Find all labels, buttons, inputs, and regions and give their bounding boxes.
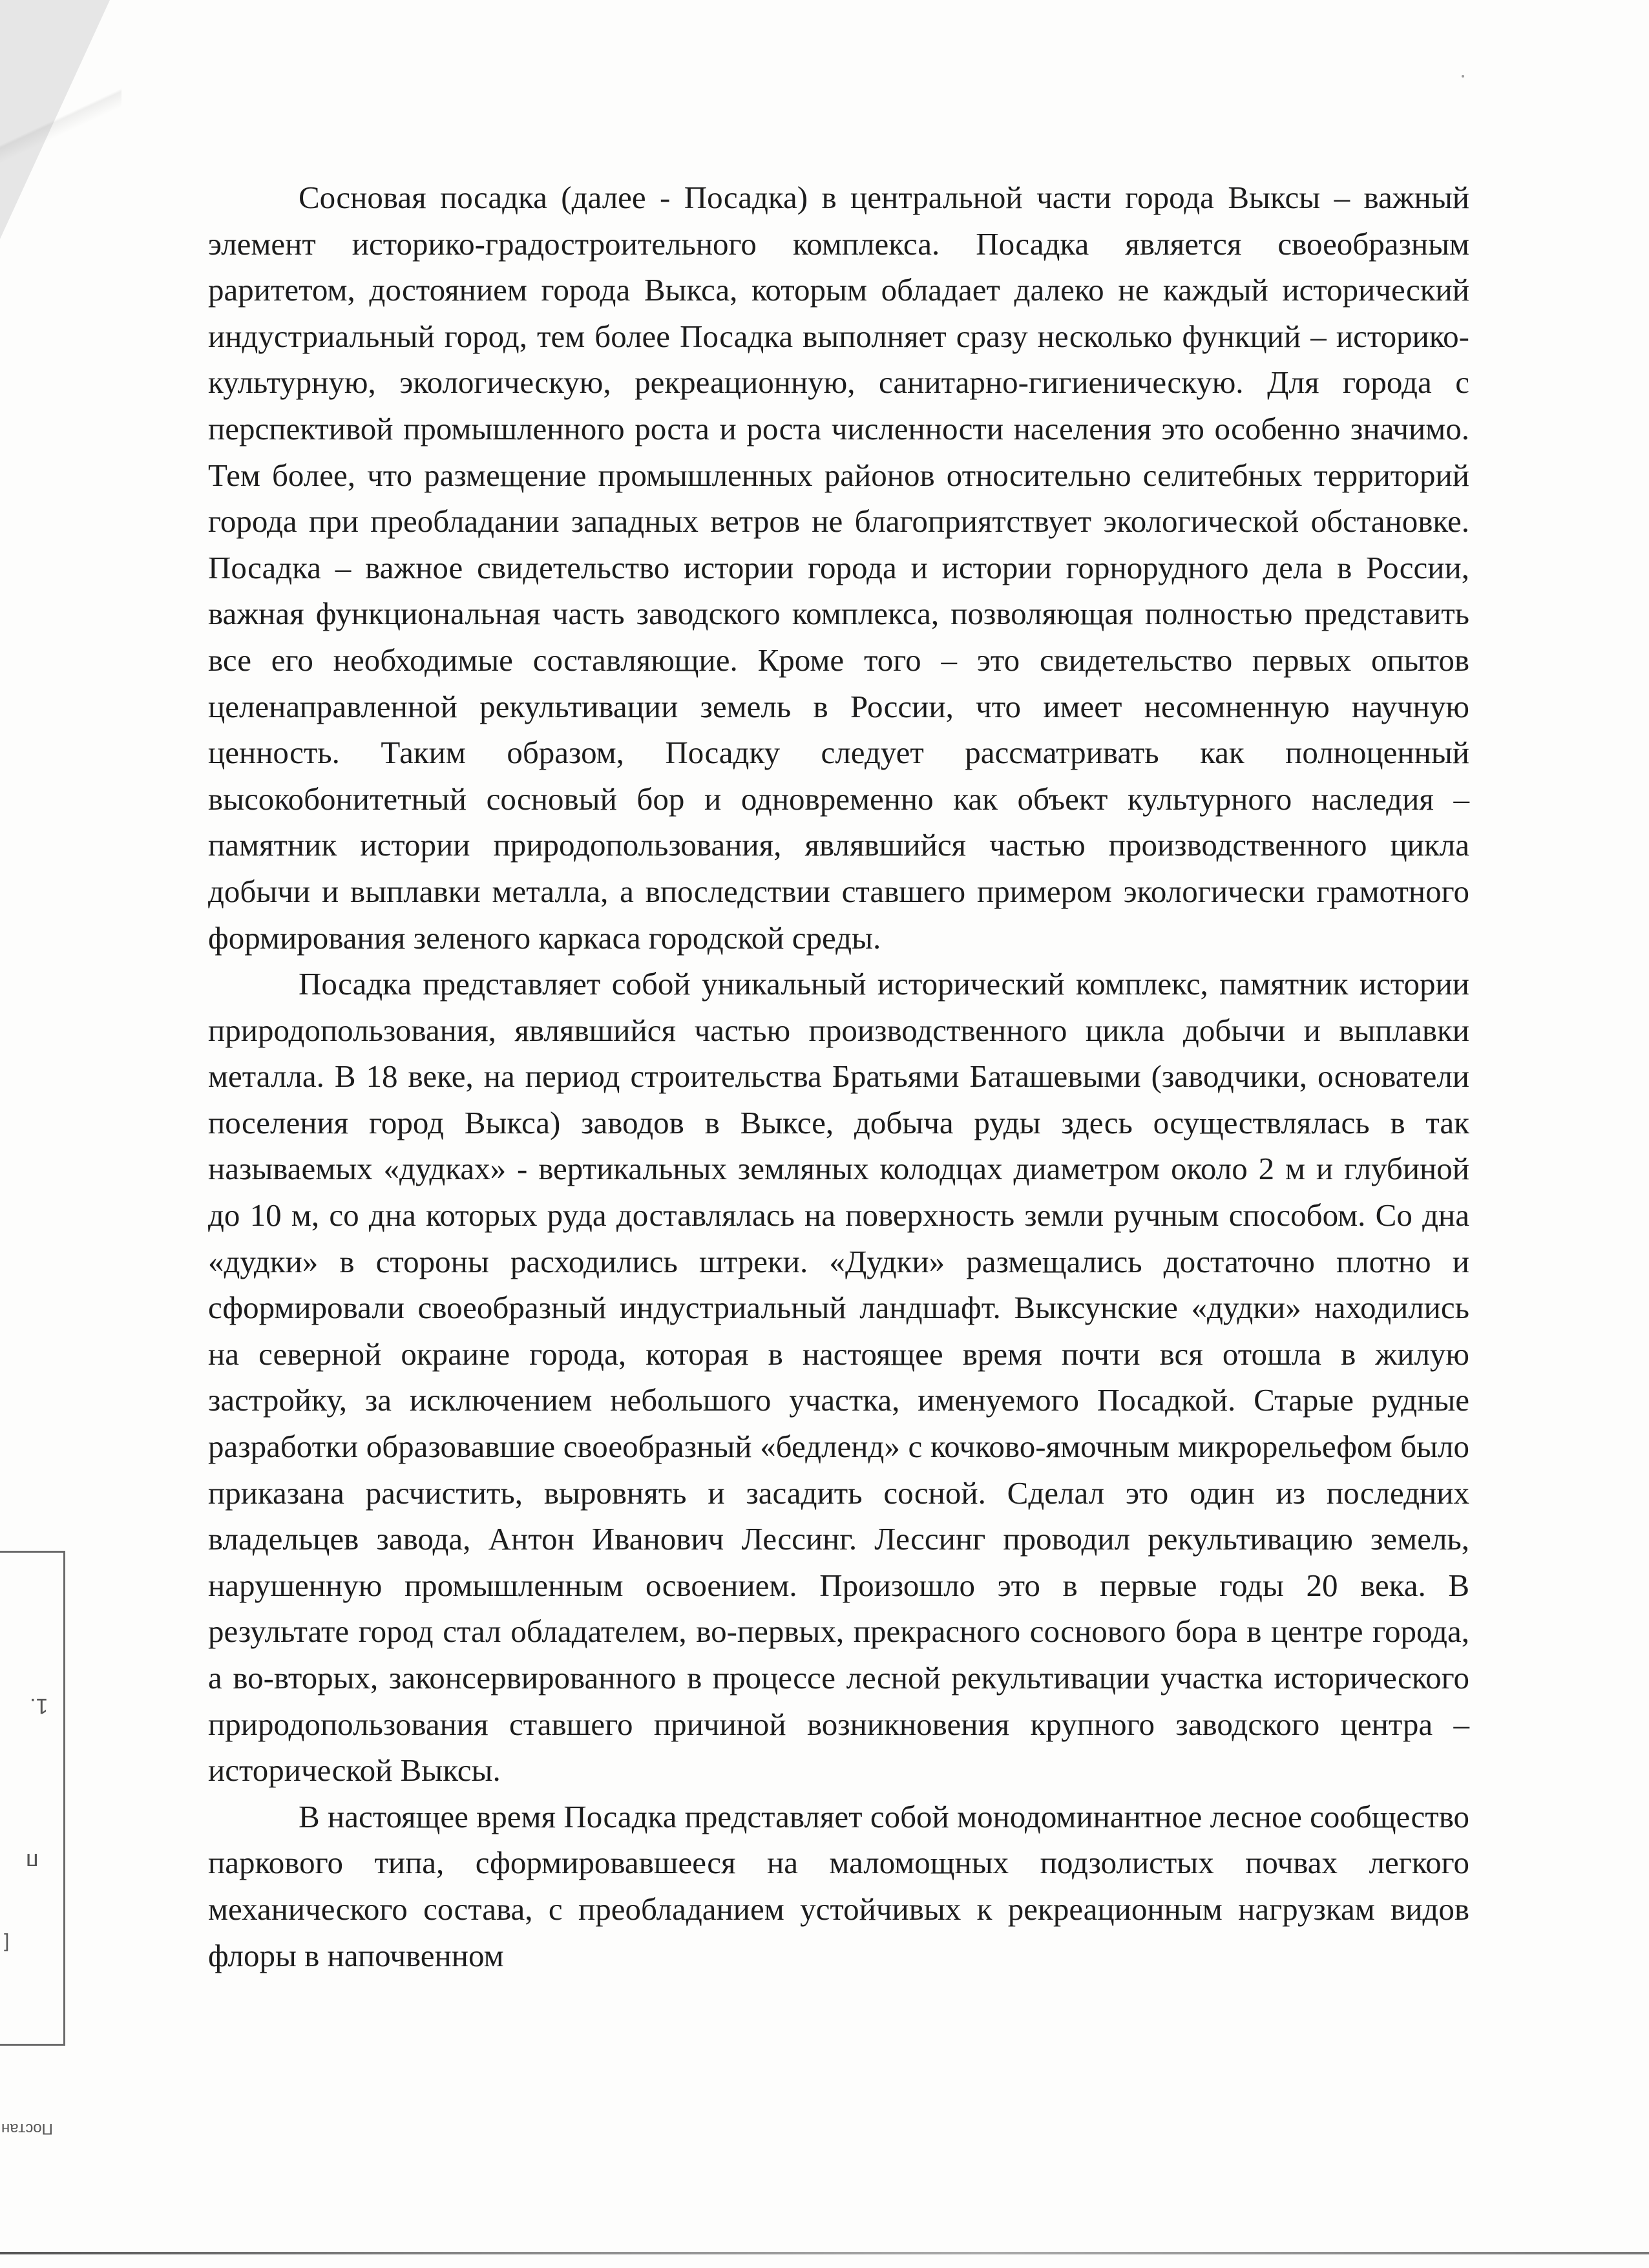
margin-mark: [ [4,1933,10,1954]
paragraph-3: В настоящее время Посадка представляет собой монодоминантное лесное сообщество паркового типа, сформировавшееся на маломощных подзолистых почвах легкого механического состава, с преобладанием устойчивых к рекреационным нагрузкам видов флоры в напочвенном [208,1798,1469,1973]
margin-mark: п [26,1849,39,1875]
margin-mark: Постан [1,2120,53,2137]
paragraph-1: Сосновая посадка (далее - Посадка) в центральной части города Выксы – важный элемент историко-градостроительного комплекса. Посадка является своеобразным раритетом, достоянием города Выкса, которым обладает далеко не каждый исторический индустриальный город, тем более Посадка выполняет сразу несколько функций – историко-культурную, экологическую, рекреационную, санитарно-гигиеническую. Для города с перспективой промышленного роста и роста численности населения это особенно значимо. Тем более, что размещение промышленных районов относительно селитебных территорий города при преобладании западных ветров не благоприятствует экологической обстановке. Посадка – важное свидетельство истории города и истории горнорудного дела в России, важная функциональная часть заводского комплекса, позволяющая полностью представить все его необходимые составляющие. Кроме того – это свидетельство первых опытов целенаправленной рекультивации земель в России, что имеет несомненную научную ценность. Таким образом, Посадку следует рассматривать как полноценный высокобонитетный сосновый бор и одновременно как объект культурного наследия – памятник истории природопользования, являвшийся частью производственного цикла добычи и выплавки металла, а впоследствии ставшего примером экологически грамотного формирования зеленого каркаса городской среды. [208,180,1469,956]
margin-bleed-frame [0,1551,65,2046]
scan-speck [1462,75,1464,78]
folded-corner-shadow [0,0,121,258]
margin-mark: 1. [30,1694,48,1718]
document-body [208,174,1469,1979]
paragraph-2: Посадка представляет собой уникальный исторический комплекс, памятник истории природопользования, являвшийся частью производственного цикла добычи и выплавки металла. В 18 веке, на период строительства Братьями Баташевыми (заводчики, основатели поселения город Выкса) заводов в Выксе, добыча руды здесь осуществлялась в так называемых «дудках» - вертикальных земляных колодцах диаметром около 2 м и глубиной до 10 м, со дна которых руда доставлялась на поверхность земли ручным способом. Со дна «дудки» в стороны расходились штреки. «Дудки» размещались достаточно плотно и сформировали своеобразный индустриальный ландшафт. Выксунские «дудки» находились на северной окраине города, которая в настоящее время почти вся отошла в жилую застройку, за исключением небольшого участка, именуемого Посадкой. Старые рудные разработки образовавшие своеобразный «бедленд» с кочково-ямочным микрорельефом было приказана расчистить, выровнять и засадить сосной. Сделал это один из последних владельцев завода, Антон Иванович Лессинг. Лессинг проводил рекультивацию земель, нарушенную промышленным освоением. Произошло это в первые годы 20 века. В результате город стал обладателем, во-первых, прекрасного соснового бора в центре города, а во-вторых, законсервированного в процессе лесной рекультивации участка исторического природопользования ставшего причиной возникновения крупного заводского центра – исторической Выксы. [208,966,1469,1789]
scan-bottom-edge [0,2252,1649,2254]
